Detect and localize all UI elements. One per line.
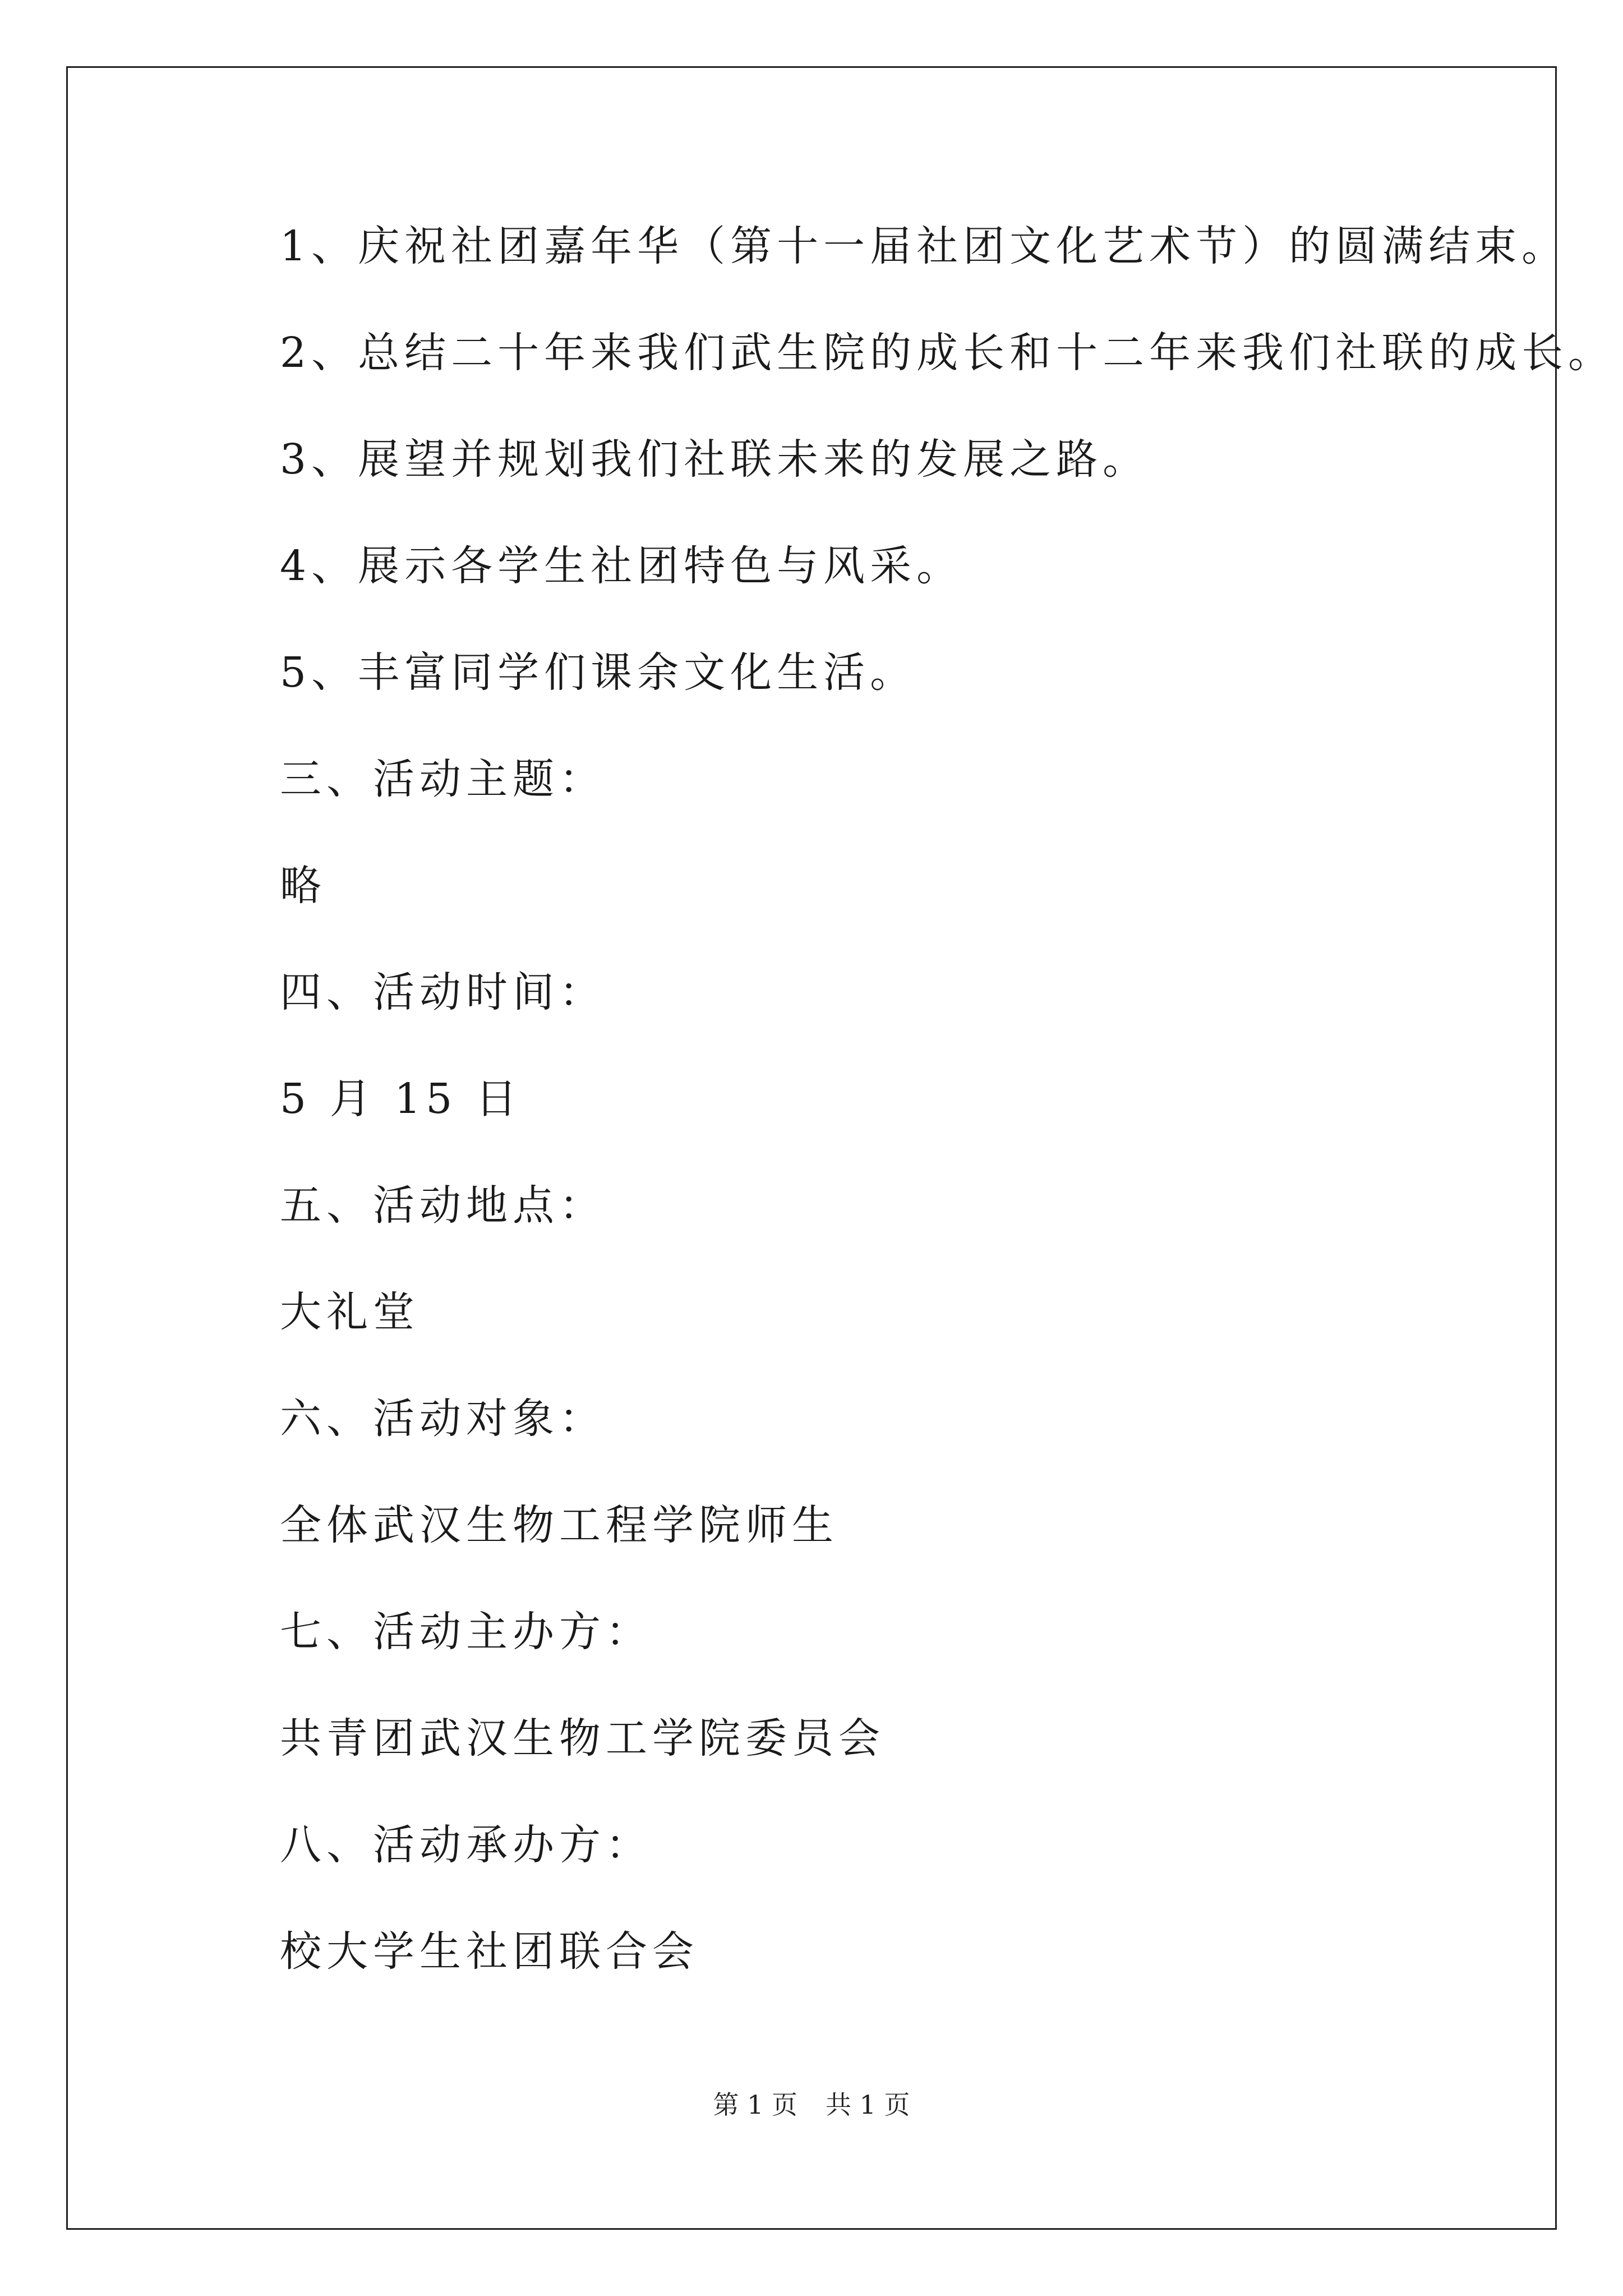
- theme-value: 略: [280, 862, 326, 910]
- host-value: 校大学生社团联合会: [280, 1927, 699, 1976]
- goal-item-5: 5、丰富同学们课余文化生活。: [280, 648, 917, 697]
- section-heading-audience: 六、活动对象：: [280, 1395, 606, 1443]
- goal-item-1: 1、庆祝社团嘉年华（第十一届社团文化艺术节）的圆满结束。: [280, 222, 1569, 270]
- page-total: 共 1 页: [826, 2090, 910, 2120]
- page-border: [66, 66, 1557, 2230]
- page-footer: [0, 2088, 1623, 2122]
- section-heading-location: 五、活动地点：: [280, 1181, 606, 1230]
- location-value: 大礼堂: [280, 1288, 419, 1336]
- section-heading-time: 四、活动时间：: [280, 968, 606, 1016]
- audience-value: 全体武汉生物工程学院师生: [280, 1501, 838, 1549]
- goal-item-2: 2、总结二十年来我们武生院的成长和十二年来我们社联的成长。: [280, 329, 1615, 377]
- time-value: 5 月 15 日: [280, 1075, 522, 1123]
- page-number: 第 1 页: [713, 2090, 797, 2120]
- organizer-value: 共青团武汉生物工学院委员会: [280, 1714, 885, 1763]
- section-heading-theme: 三、活动主题：: [280, 755, 606, 803]
- goal-item-3: 3、展望并规划我们社联未来的发展之路。: [280, 435, 1150, 484]
- goal-item-4: 4、展示各学生社团特色与风采。: [280, 542, 963, 590]
- section-heading-host: 八、活动承办方：: [280, 1821, 652, 1869]
- section-heading-organizer: 七、活动主办方：: [280, 1608, 652, 1656]
